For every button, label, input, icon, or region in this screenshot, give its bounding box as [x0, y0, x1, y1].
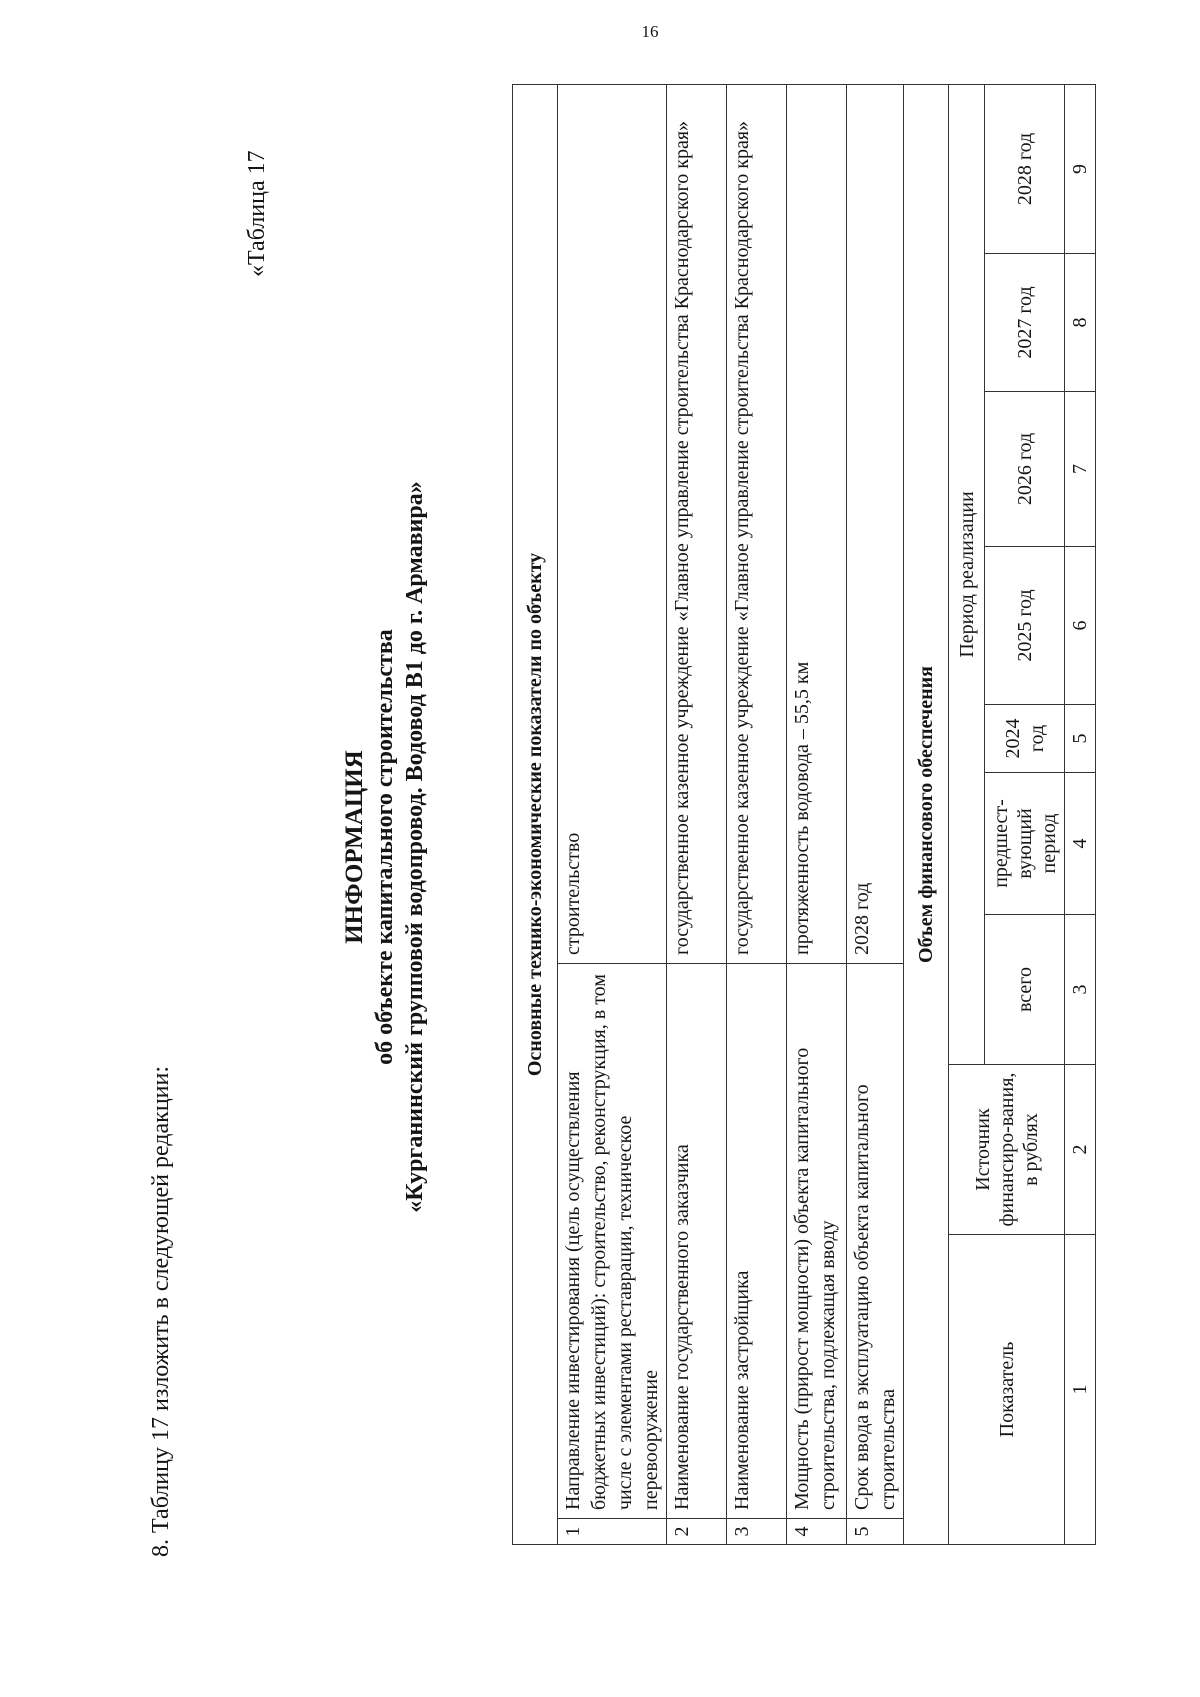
column-number: 1 — [1065, 1235, 1096, 1545]
table-row — [558, 84, 667, 1544]
row-number: 3 — [727, 1519, 787, 1545]
header-period: Период реализации — [949, 84, 985, 1064]
row-label: Мощность (прирост мощности) объекта капитального строительства, подлежащая вводу — [787, 964, 847, 1519]
row-value: государственное казенное учреждение «Главное управление строительства Краснодарского края» — [667, 84, 727, 963]
column-number: 8 — [1065, 254, 1096, 392]
column-number: 4 — [1065, 773, 1096, 915]
header-source: Источник финансиро-вания, в рублях — [949, 1065, 1065, 1235]
header-year-2027: 2027 год — [985, 254, 1065, 392]
row-number: 4 — [787, 1519, 847, 1545]
header-year-2024: 2024 год — [985, 705, 1065, 773]
row-number: 1 — [558, 1519, 667, 1545]
table-label: «Таблица 17 — [244, 150, 270, 277]
intro-text: 8. Таблицу 17 изложить в следующей редакции: — [148, 1065, 174, 1557]
column-number: 9 — [1065, 84, 1096, 253]
column-number: 3 — [1065, 915, 1096, 1065]
section-title-indicators: Основные технико-экономические показатели по объекту — [513, 84, 558, 1544]
column-number: 7 — [1065, 392, 1096, 547]
row-label: Направление инвестирования (цель осуществления бюджетных инвестиций): строительство, реконструкция, в том числе с элементами реставрации, техническое перевооружение — [558, 964, 667, 1519]
document-heading — [340, 417, 430, 1277]
heading-title: ИНФОРМАЦИЯ — [341, 750, 368, 944]
table-row — [787, 84, 847, 1544]
heading-object-name: «Курганинский групповой водопровод. Водовод В1 до г. Армавира» — [402, 481, 428, 1213]
table-row — [727, 84, 787, 1544]
table-row — [667, 84, 727, 1544]
section-title-financing: Объем финансового обеспечения — [904, 84, 949, 1544]
financing-table — [948, 84, 1096, 1545]
header-total: всего — [985, 915, 1065, 1065]
row-number: 2 — [667, 1519, 727, 1545]
row-label: Наименование застройщика — [727, 964, 787, 1519]
page-number: 16 — [641, 22, 659, 41]
header-indicator: Показатель — [949, 1235, 1065, 1545]
row-label: Наименование государственного заказчика — [667, 964, 727, 1519]
header-year-2026: 2026 год — [985, 392, 1065, 547]
row-number: 5 — [847, 1519, 904, 1545]
header-year-2025: 2025 год — [985, 547, 1065, 705]
row-value: 2028 год — [847, 84, 904, 963]
header-previous-period: предшест-вующий период — [985, 773, 1065, 915]
column-number: 5 — [1065, 705, 1096, 773]
table-row — [847, 84, 904, 1544]
row-value: государственное казенное учреждение «Главное управление строительства Краснодарского края» — [727, 84, 787, 963]
row-label: Срок ввода в эксплуатацию объекта капитального строительства — [847, 964, 904, 1519]
row-value: протяженность водовода – 55,5 км — [787, 84, 847, 963]
column-number: 2 — [1065, 1065, 1096, 1235]
technical-indicators-table — [512, 84, 949, 1545]
heading-subtitle: об объекте капитального строительства — [372, 629, 398, 1065]
row-value: строительство — [558, 84, 667, 963]
column-numbers-row — [1065, 84, 1096, 1544]
header-year-2028: 2028 год — [985, 84, 1065, 253]
column-number: 6 — [1065, 547, 1096, 705]
